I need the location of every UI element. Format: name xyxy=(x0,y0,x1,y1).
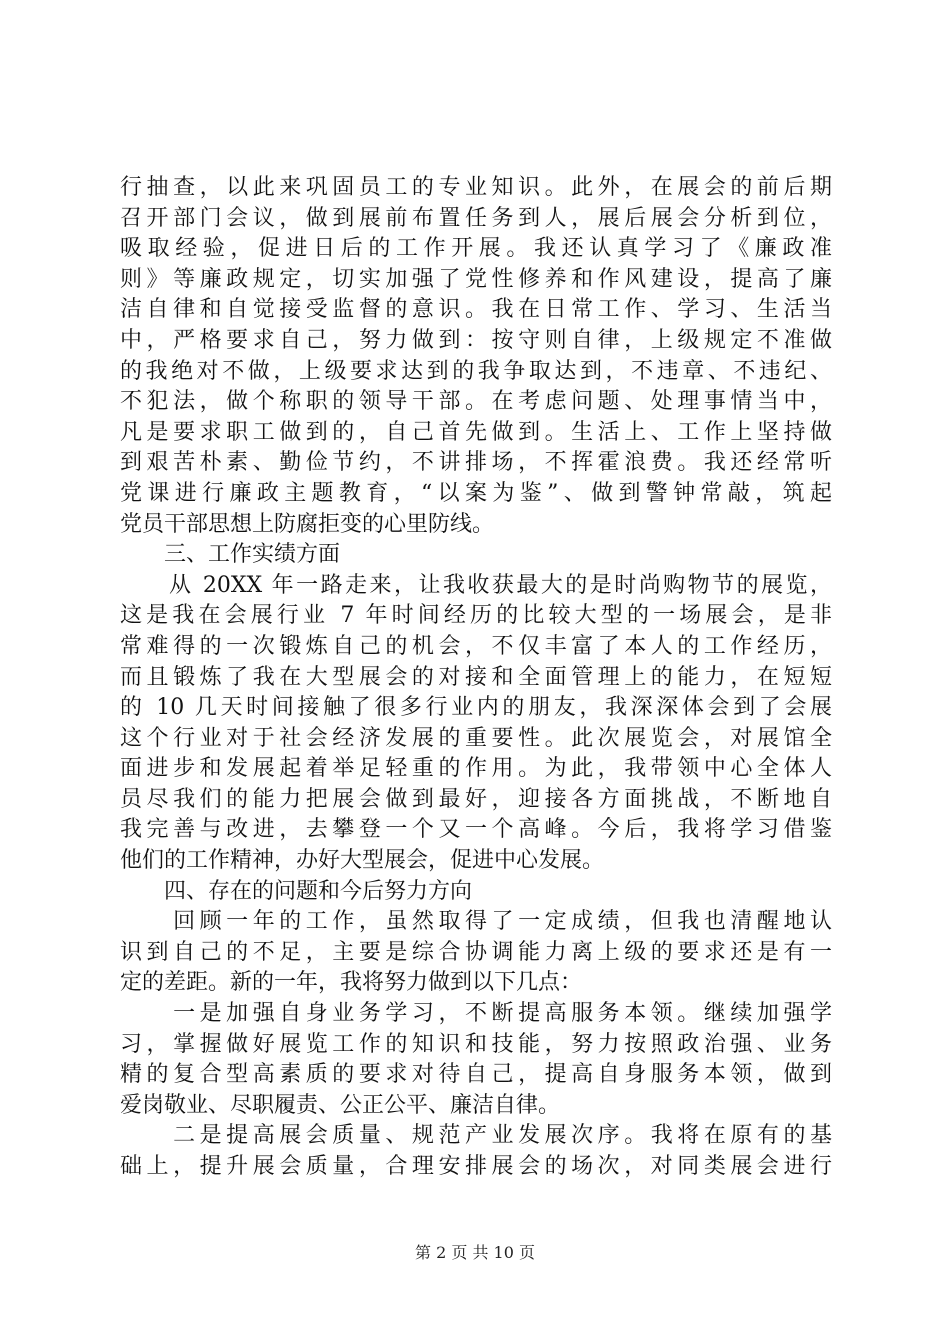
text-line: 识到自己的不足，主要是综合协调能力离上级的要求还是有一 xyxy=(120,939,832,965)
text-line: 到艰苦朴素、勤俭节约，不讲排场，不挥霍浪费。我还经常听 xyxy=(120,450,832,476)
text-line: 党员干部思想上防腐拒变的心里防线。 xyxy=(120,511,495,537)
text-line: 爱岗敬业、尽职履责、公正公平、廉洁自律。 xyxy=(120,1092,561,1118)
text-line: 精的复合型高素质的要求对待自己，提高自身服务本领，做到 xyxy=(120,1062,832,1088)
page-number-footer: 第 2 页 共 10 页 xyxy=(415,1243,535,1262)
text-line: 吸取经验，促进日后的工作开展。我还认真学习了《廉政准 xyxy=(120,236,832,262)
text-line: 三、工作实绩方面 xyxy=(120,542,341,568)
text-line: 员尽我们的能力把展会做到最好，迎接各方面挑战，不断地自 xyxy=(120,786,832,812)
text-line: 凡是要求职工做到的，自己首先做到。生活上、工作上坚持做 xyxy=(120,419,832,445)
text-line: 的 10 几天时间接触了很多行业内的朋友，我深深体会到了会展 xyxy=(120,695,832,721)
text-line: 础上，提升展会质量，合理安排展会的场次，对同类展会进行 xyxy=(120,1154,832,1179)
text-line: 四、存在的问题和今后努力方向 xyxy=(120,878,473,904)
text-line: 他们的工作精神，办好大型展会，促进中心发展。 xyxy=(120,848,605,874)
text-line: 二是提高展会质量、规范产业发展次序。我将在原有的基 xyxy=(120,1123,832,1149)
text-line: 这个行业对于社会经济发展的重要性。此次展览会，对展馆全 xyxy=(120,725,832,751)
text-line: 定的差距。新的一年，我将努力做到以下几点： xyxy=(120,970,583,996)
text-line: 行抽查，以此来巩固员工的专业知识。此外，在展会的前后期 xyxy=(120,175,832,200)
text-line: 回顾一年的工作，虽然取得了一定成绩，但我也清醒地认 xyxy=(120,909,832,935)
text-line: 不犯法，做个称职的领导干部。在考虑问题、处理事情当中， xyxy=(120,389,832,415)
text-line: 洁自律和自觉接受监督的意识。我在日常工作、学习、生活当 xyxy=(120,297,832,323)
text-line: 习，掌握做好展览工作的知识和技能，努力按照政治强、业务 xyxy=(120,1031,832,1057)
text-line: 面进步和发展起着举足轻重的作用。为此，我带领中心全体人 xyxy=(120,756,832,782)
document-body xyxy=(120,173,832,1183)
text-line: 党课进行廉政主题教育，“以案为鉴”、做到警钟常敲，筑起 xyxy=(120,480,832,506)
text-line: 则》等廉政规定，切实加强了党性修养和作风建设，提高了廉 xyxy=(120,266,832,292)
text-line: 这是我在会展行业 7 年时间经历的比较大型的一场展会，是非 xyxy=(120,603,832,629)
text-line: 我完善与改进，去攀登一个又一个高峰。今后，我将学习借鉴 xyxy=(120,817,832,843)
text-line: 从 20XX 年一路走来，让我收获最大的是时尚购物节的展览， xyxy=(120,572,832,598)
text-line: 召开部门会议，做到展前布置任务到人，展后展会分析到位， xyxy=(120,205,832,231)
text-line: 常难得的一次锻炼自己的机会，不仅丰富了本人的工作经历， xyxy=(120,633,832,659)
text-line: 中，严格要求自己，努力做到：按守则自律，上级规定不准做 xyxy=(120,327,832,353)
text-line: 而且锻炼了我在大型展会的对接和全面管理上的能力，在短短 xyxy=(120,664,832,690)
text-line: 一是加强自身业务学习，不断提高服务本领。继续加强学 xyxy=(120,1001,832,1027)
text-line: 的我绝对不做，上级要求达到的我争取达到，不违章、不违纪、 xyxy=(120,358,832,384)
